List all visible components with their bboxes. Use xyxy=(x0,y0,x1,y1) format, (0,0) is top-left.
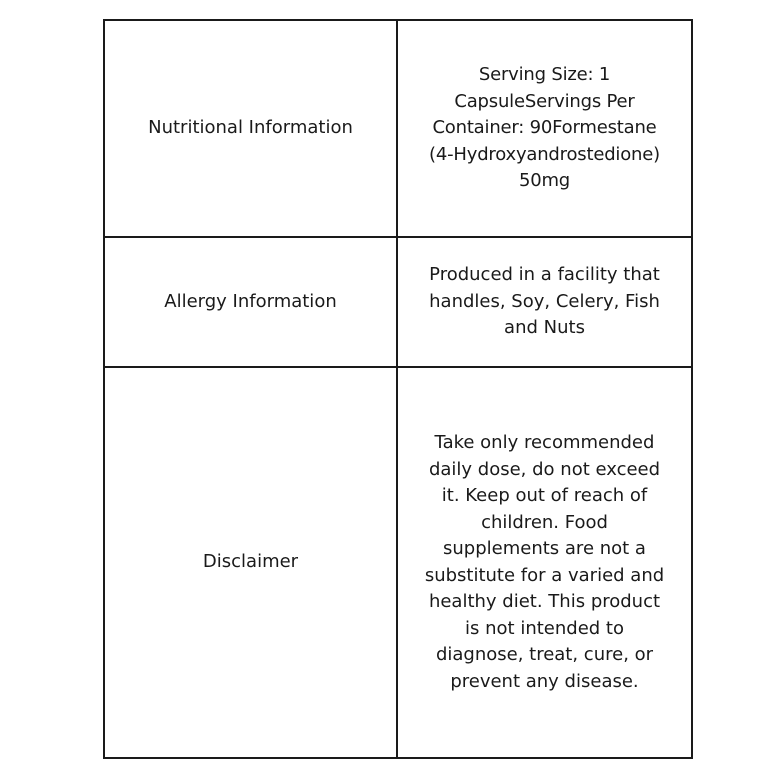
nutrition-line: 50mg xyxy=(518,170,571,192)
disclaimer-line: Take only recommended xyxy=(434,432,655,453)
disclaimer-line: substitute for a varied and xyxy=(424,564,665,586)
value-cell-nutritional-information xyxy=(397,20,692,237)
disclaimer-line: children. Food xyxy=(481,511,608,533)
disclaimer-line: it. Keep out of reach of xyxy=(441,485,648,506)
nutrition-line: Container: 90Formestane xyxy=(432,117,657,139)
allergy-line: and Nuts xyxy=(504,317,585,339)
allergy-line: handles, Soy, Celery, Fish xyxy=(429,290,660,312)
table-row-allergy-information xyxy=(104,237,692,367)
disclaimer-line: supplements are not a xyxy=(443,538,646,559)
table-row-nutritional-information xyxy=(104,20,692,237)
table-row-disclaimer xyxy=(104,367,692,758)
value-cell-disclaimer xyxy=(397,367,692,758)
disclaimer-line: prevent any disease. xyxy=(450,670,639,692)
nutritional-information-label: Nutritional Information xyxy=(148,117,353,139)
nutrition-line: CapsuleServings Per xyxy=(454,90,635,112)
disclaimer-line: is not intended to xyxy=(465,617,624,639)
disclaimer-label: Disclaimer xyxy=(202,551,299,573)
product-info-table xyxy=(103,19,693,759)
nutrition-line: (4-Hydroxyandrostedione) xyxy=(429,143,660,165)
label-cell-nutritional-information xyxy=(104,20,397,237)
label-cell-disclaimer xyxy=(104,367,397,758)
disclaimer-line: diagnose, treat, cure, or xyxy=(435,644,654,665)
allergy-line: Produced in a facility that xyxy=(429,264,660,286)
value-cell-allergy-information xyxy=(397,237,692,367)
disclaimer-line: healthy diet. This product xyxy=(428,591,661,612)
disclaimer-line: daily dose, do not exceed xyxy=(428,458,661,480)
nutrition-line: Serving Size: 1 xyxy=(478,64,611,86)
label-cell-allergy-information xyxy=(104,237,397,367)
allergy-information-label: Allergy Information xyxy=(164,290,337,312)
